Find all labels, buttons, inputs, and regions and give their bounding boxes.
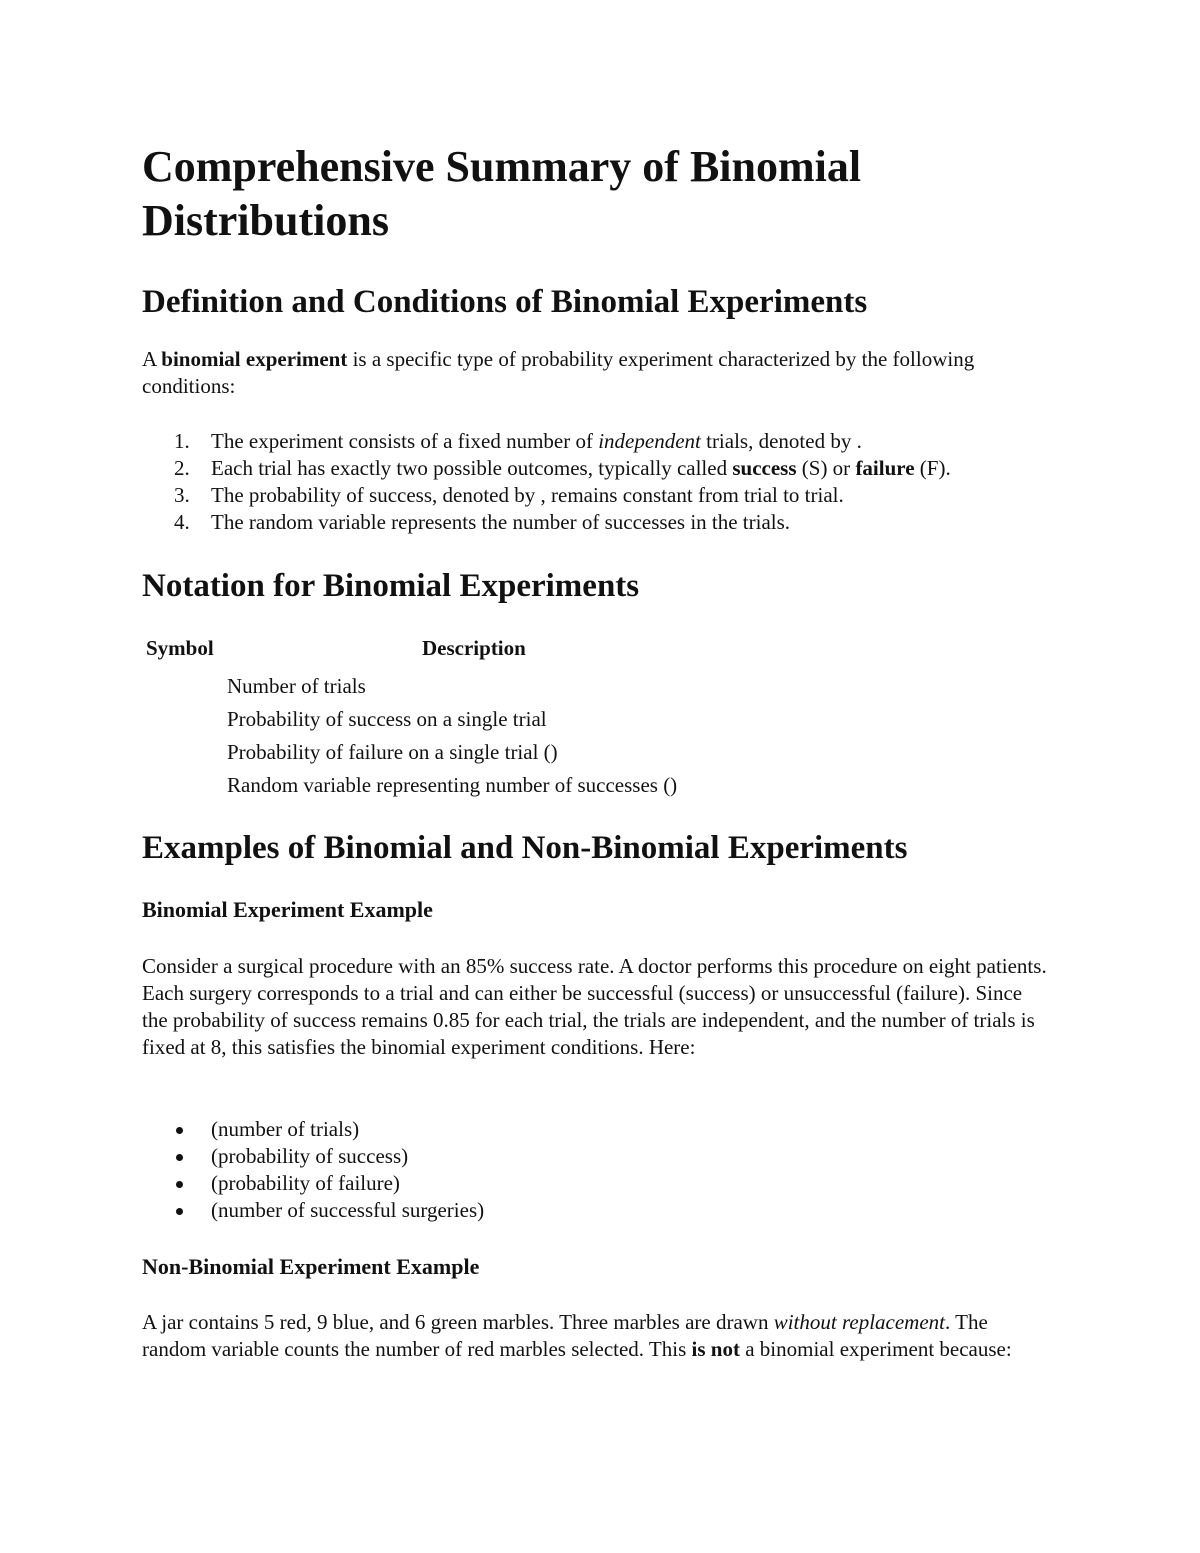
bullet-icon [176,1154,183,1161]
bullet-icon [176,1208,183,1215]
section-heading-examples: Examples of Binomial and Non-Binomial Experiments [142,830,908,866]
condition-item: 4. The random variable represents the number of successes in the trials. [174,510,791,534]
binomial-experiment-term: binomial experiment [161,347,348,371]
list-item: (probability of failure) [142,1170,484,1197]
table-body [227,670,677,802]
condition-item: 3. The probability of success, denoted by , remains constant from trial to trial. [174,483,844,507]
subheading-binomial-example: Binomial Experiment Example [142,897,433,922]
section-heading-definition: Definition and Conditions of Binomial Experiments [142,284,868,320]
table-row: Probability of success on a single trial [227,707,547,731]
list-item: (probability of success) [142,1143,484,1170]
subheading-non-binomial-example: Non-Binomial Experiment Example [142,1254,480,1279]
bullet-icon [176,1181,183,1188]
table-row: Probability of failure on a single trial () [227,740,558,764]
table-row: Number of trials [227,674,366,698]
bullet-icon [176,1127,183,1134]
conditions-list [142,428,951,536]
condition-item: 2. Each trial has exactly two possible outcomes, typically called success (S) or failure (F). [174,456,951,480]
binomial-example-paragraph: Consider a surgical procedure with an 85% success rate. A doctor performs this procedure on eight patients. Each surgery corresponds to a trial and can either be successful (success) or unsuccessful (failure). Since the probability of success remains 0.85 for each trial, the trials are independent, and the number of trials is fixed at 8, this satisfies the binomial experiment conditions. Here: [142,954,1047,1059]
section-heading-notation: Notation for Binomial Experiments [142,568,640,604]
table-header-symbol: Symbol [146,636,214,660]
document-title: Comprehensive Summary of Binomial Distributions [142,142,862,245]
table-header-description: Description [422,636,526,660]
binomial-example-bullets [142,1116,484,1224]
list-item: (number of successful surgeries) [142,1197,484,1224]
list-item: (number of trials) [142,1116,484,1143]
condition-item: 1. The experiment consists of a fixed number of independent trials, denoted by . [174,429,862,453]
binomial-intro-paragraph: A binomial experiment is a specific type of probability experiment characterized by the following conditions: [142,347,975,398]
non-binomial-example-paragraph: A jar contains 5 red, 9 blue, and 6 green marbles. Three marbles are drawn without replacement. The random variable counts the number of red marbles selected. This is not a binomial experiment because: [142,1310,1012,1361]
table-row: Random variable representing number of successes () [227,773,678,797]
